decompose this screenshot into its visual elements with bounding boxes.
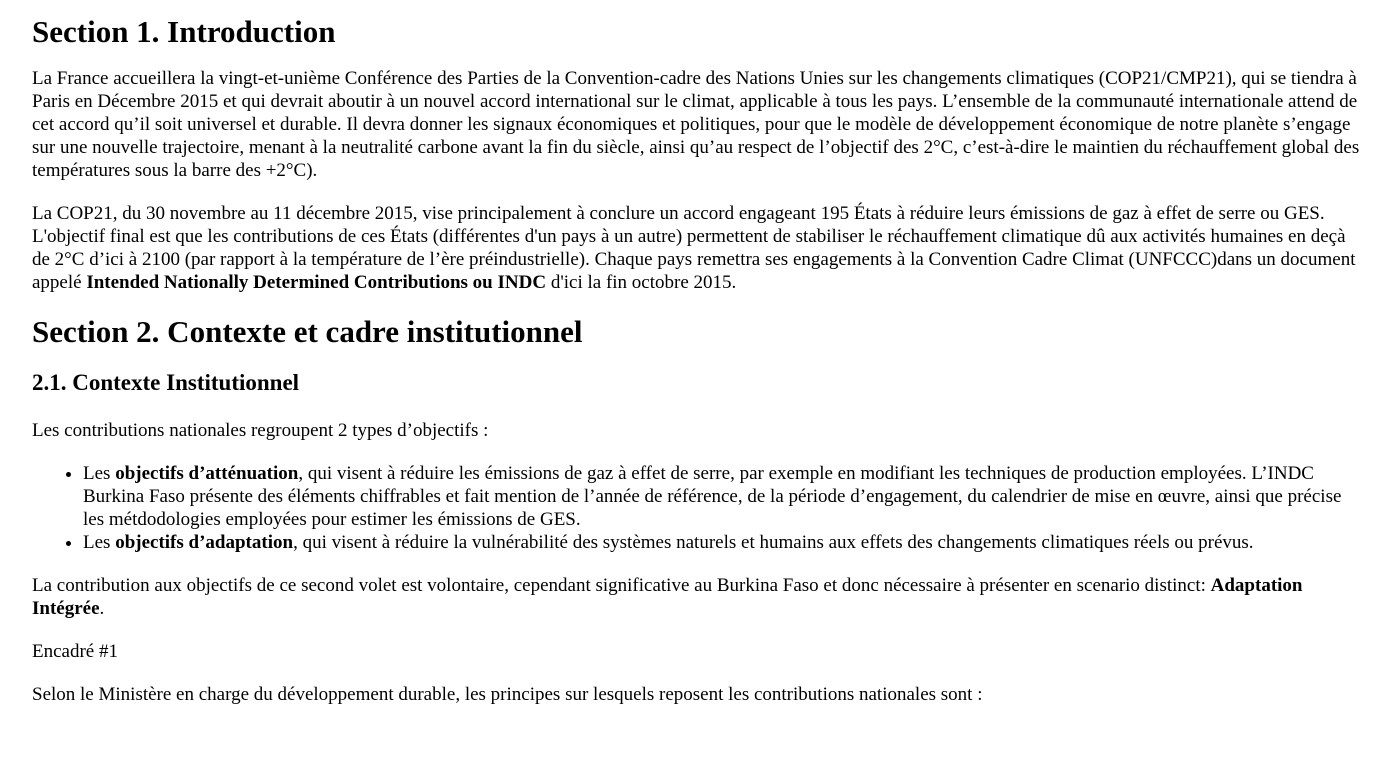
objectives-intro: Les contributions nationales regroupent 2 types d’objectifs : bbox=[32, 420, 489, 441]
intro-paragraph-1: La France accueillera la vingt-et-unième Conférence des Parties de la Convention-cadre des Nations Unies sur les changements climatiques (COP21/CMP21), qui se tiendra à Paris en Décembre 2015 et qui devrait aboutir à un nouvel accord international sur le climat, applicable à tous les pays. L’ensemble de la communauté internationale attend de cet accord qu’il soit universel et durable. Il devra donner les signaux économiques et politiques, pour que le modèle de développement économique de notre planète s’engage sur une nouvelle trajectoire, menant à la neutralité carbone avant la fin du siècle, ainsi qu’au respect de l’objectif des 2°C, c’est-à-dire le maintien du réchauffement global des températures sous la barre des +2°C). bbox=[32, 68, 1360, 181]
section-2-title: Section 2. Contexte et cadre institutionnel bbox=[32, 314, 583, 349]
indc-term: Intended Nationally Determined Contributions ou INDC bbox=[86, 272, 547, 293]
intro-paragraph-2 bbox=[32, 202, 1366, 294]
list-item-prefix: Les bbox=[83, 532, 116, 553]
intro-paragraph-2-text: La COP21, du 30 novembre au 11 décembre 2015, vise principalement à conclure un accord engageant 195 États à réduire leurs émissions de gaz à effet de serre ou GES. L'objectif final est que les contributions de ces États (différentes d'un pays à un autre) permettent de stabiliser le réchauffement climatique dû aux activités humaines en deçà de 2°C d’ici à 2100 (par rapport à la température de l’ère préindustrielle). Chaque pays remettra ses engagements à la Convention Cadre Climat (UNFCCC)dans un document appelé bbox=[32, 203, 1356, 293]
adaptation-integree-term: Adaptation Intégrée bbox=[32, 575, 1303, 619]
subsection-2-1-title: 2.1. Contexte Institutionnel bbox=[32, 370, 300, 395]
contribution-paragraph bbox=[32, 574, 1366, 620]
list-item-text: , qui visent à réduire la vulnérabilité des systèmes naturels et humains aux effets des changements climatiques réels ou prévus. bbox=[293, 532, 1254, 553]
list-item-term: objectifs d’adaptation bbox=[115, 532, 294, 553]
list-item-term: objectifs d’atténuation bbox=[115, 463, 299, 484]
intro-paragraph-2-end: d'ici la fin octobre 2015. bbox=[546, 272, 737, 293]
contribution-end: . bbox=[99, 598, 105, 619]
objectives-list bbox=[32, 462, 1366, 554]
list-item bbox=[83, 531, 1366, 554]
principles-intro: Selon le Ministère en charge du développement durable, les principes sur lesquels reposent les contributions nationales sont : bbox=[32, 684, 983, 705]
contribution-text: La contribution aux objectifs de ce second volet est volontaire, cependant significative au Burkina Faso et donc nécessaire à présenter en scenario distinct: bbox=[32, 575, 1211, 596]
list-item-prefix: Les bbox=[83, 463, 116, 484]
list-item-text: , qui visent à réduire les émissions de gaz à effet de serre, par exemple en modifiant les techniques de production employées. L’INDC Burkina Faso présente des éléments chiffrables et fait mention de l’année de référence, de la période d’engagement, du calendrier de mise en œuvre, ainsi que précise les métdodologies employées pour estimer les émissions de GES. bbox=[83, 463, 1342, 530]
box-label: Encadré #1 bbox=[32, 641, 118, 662]
section-1-title: Section 1. Introduction bbox=[32, 14, 336, 49]
list-item bbox=[83, 462, 1366, 531]
